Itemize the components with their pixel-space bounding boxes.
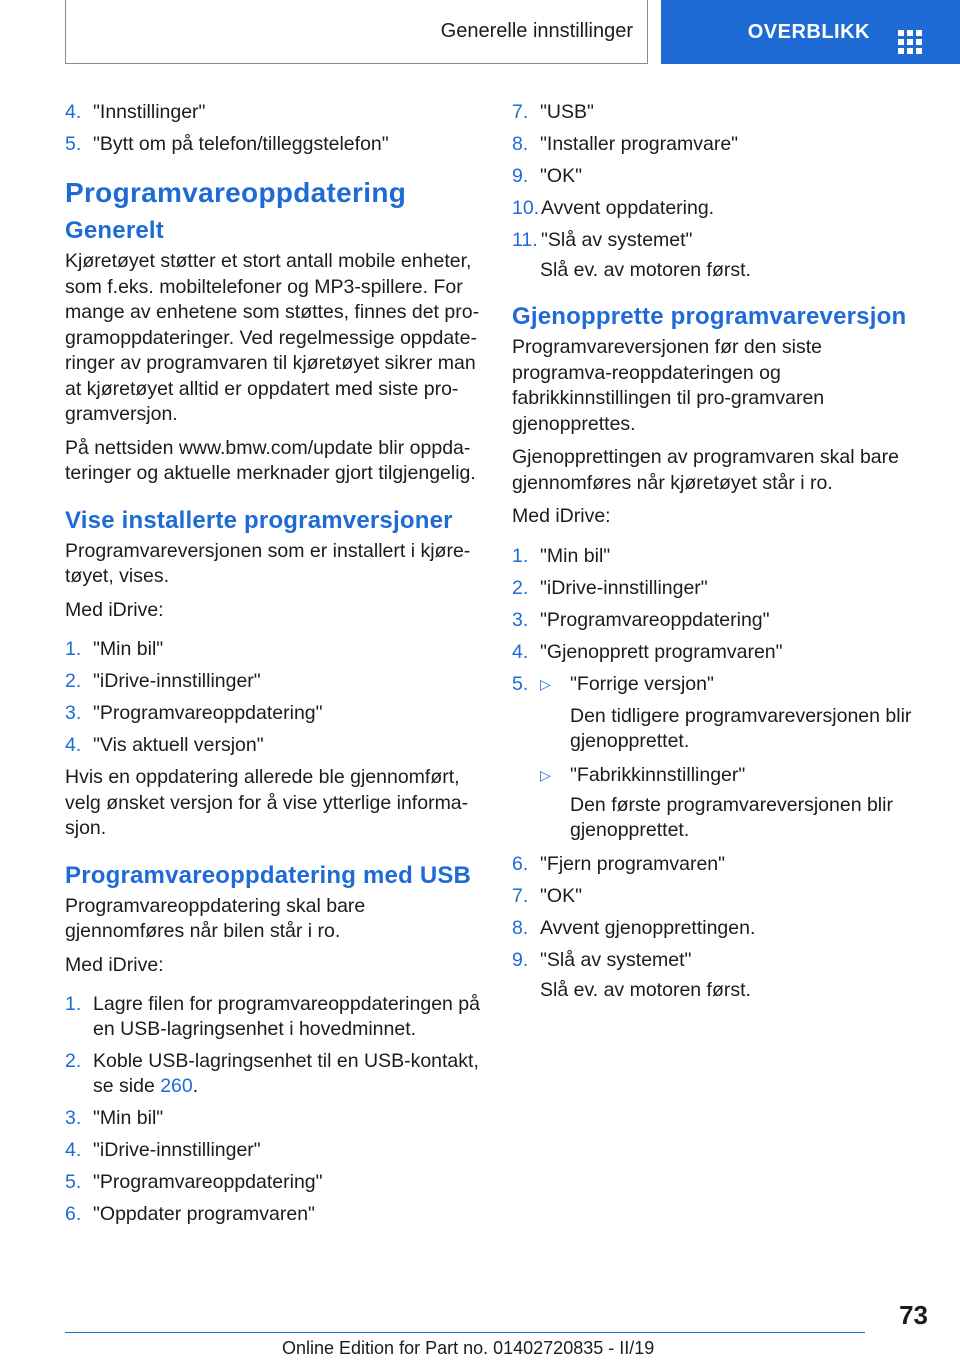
list-item: 7. "USB" — [512, 101, 594, 123]
subsection-heading-show: Vise installerte programversjoner — [65, 506, 453, 534]
list-item: 2. Koble USB-lagringsenhet til en USB-kontakt, se side 260. — [65, 1050, 479, 1097]
section-title: Generelle innstillinger — [440, 20, 633, 42]
list-item: 10. Avvent oppdatering. — [512, 197, 715, 219]
list-item: 3. "Programvareoppdatering" — [65, 702, 323, 724]
page-header — [0, 0, 960, 66]
list-item: 6. "Oppdater programvaren" — [65, 1203, 315, 1225]
section-heading: Programvareoppdatering — [65, 177, 407, 208]
list-item: 9. "Slå av systemet" — [512, 948, 692, 971]
list-item: 8. "Installer programvare" — [512, 133, 739, 155]
page-number: 73 — [899, 1300, 928, 1330]
list-item-note: Slå ev. av motoren først. — [540, 259, 751, 281]
list-item: 4. "Vis aktuell versjon" — [65, 734, 264, 756]
paragraph: Med iDrive: — [512, 505, 611, 527]
list-item: 3. "Min bil" — [65, 1107, 164, 1129]
paragraph: På nettsiden www.bmw.com/update blir oppda-teringer og aktuelle merknader gjort tilgjengelig. — [65, 436, 476, 484]
subsection-heading-usb: Programvareoppdatering med USB — [65, 861, 472, 889]
paragraph: Programvareoppdatering skal bare gjennomføres når bilen står i ro. — [65, 894, 366, 942]
overview-button[interactable] — [661, 0, 960, 64]
list-item: 5. ▷ "Forrige versjon" — [512, 672, 714, 695]
list-item: 6. "Fjern programvaren" — [512, 852, 726, 875]
triangle-bullet-icon: ▷ — [540, 766, 551, 783]
list-item: 5. "Programvareoppdatering" — [65, 1171, 323, 1193]
paragraph: Med iDrive: — [65, 598, 164, 621]
list-item: 4. "Innstillinger" — [65, 101, 206, 123]
list-item: 8. Avvent gjenopprettingen. — [512, 916, 756, 939]
paragraph: Programvareversjonen før den siste programva-reoppdateringen og fabrikkinnstillingen til pro-gramvaren gjenopprettes. — [512, 336, 825, 435]
right-column — [512, 100, 912, 1012]
bullet-item: ▷ "Fabrikkinnstillinger" — [540, 763, 746, 786]
list-item: 2. "iDrive-innstillinger" — [512, 576, 708, 599]
triangle-bullet-icon: ▷ — [540, 675, 551, 692]
subsection-heading-general: Generelt — [65, 217, 164, 244]
footer-edition: Online Edition for Part no. 01402720835 - II/19 — [282, 1338, 655, 1358]
list-item: 5. "Bytt om på telefon/tilleggstelefon" — [65, 133, 389, 155]
bullet-note: Den første programvareversjonen blir gjenopprettet. — [570, 793, 893, 841]
paragraph: Programvareversjonen som er installert i kjøre-tøyet, vises. — [65, 539, 471, 587]
list-item: 9. "OK" — [512, 165, 583, 187]
footer-divider — [65, 1332, 865, 1333]
list-item: 4. "Gjenopprett programvaren" — [512, 640, 783, 663]
bullet-note: Den tidligere programvareversjonen blir gjenopprettet. — [570, 704, 912, 752]
list-item: 1. "Min bil" — [65, 638, 164, 660]
subsection-heading-restore: Gjenopprette programvareversjon — [512, 303, 907, 330]
list-item: 7. "OK" — [512, 884, 583, 907]
section-tab[interactable] — [65, 0, 648, 64]
paragraph: Gjenopprettingen av programvaren skal bare gjennomføres når kjøretøyet står i ro. — [512, 446, 899, 494]
overview-label: OVERBLIKK — [747, 20, 870, 43]
list-item-note: Slå ev. av motoren først. — [540, 978, 751, 1001]
page-link[interactable]: 260 — [160, 1075, 193, 1097]
list-item: 11. "Slå av systemet" — [512, 229, 693, 251]
list-item: 2. "iDrive-innstillinger" — [65, 670, 261, 692]
grid-menu-icon — [898, 30, 922, 54]
list-item: 1. "Min bil" — [512, 544, 611, 567]
list-item: 1. Lagre filen for programvareoppdateringen på en USB-lagringsenhet i hovedminnet. — [65, 993, 481, 1040]
list-item: 4. "iDrive-innstillinger" — [65, 1139, 261, 1161]
paragraph: Kjøretøyet støtter et stort antall mobile enheter, som f.eks. mobiltelefoner og MP3-spillere. For mange av enhetene som støttes, finnes det pro-gramoppdateringer. Ved regelmessige oppdate-ringer av programvaren til kjøretøyet sikrer man at kjøretøyet alltid er oppdatert med siste pro-gramversjon. — [65, 250, 480, 425]
left-column — [65, 100, 480, 1234]
paragraph: Hvis en oppdatering allerede ble gjennomført, velg ønsket versjon for å vise ytterlige informa-sjon. — [65, 766, 469, 839]
paragraph: Med iDrive: — [65, 953, 164, 976]
list-item: 3. "Programvareoppdatering" — [512, 608, 770, 631]
